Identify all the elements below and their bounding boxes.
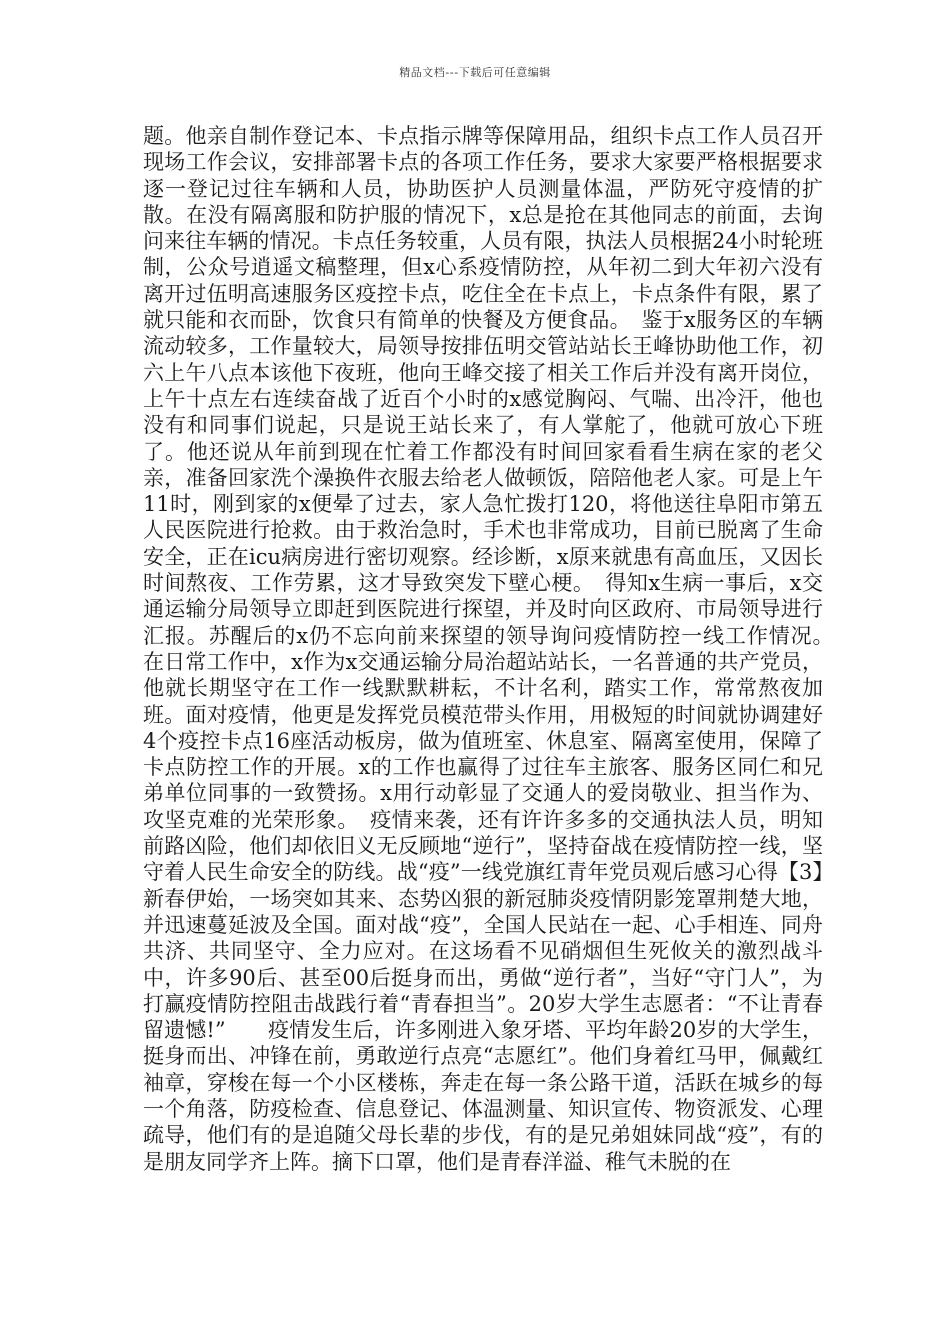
page-header: 精品文档---下载后可任意编辑 — [399, 66, 551, 79]
body-paragraph: 题。他亲自制作登记本、卡点指示牌等保障用品，组织卡点工作人员召开现场工作会议，安排部署卡点的各项工作任务，要求大家要严格根据要求逐一登记过往车辆和人员，协助医护人员测量体温，严防死守疫情的扩散。在没有隔离服和防护服的情况下，x总是抢在其他同志的前面，去询问来往车辆的情况。卡点任务较重，人员有限，执法人员根据24小时轮班制，公众号逍遥文稿整理，但x心系疫情防控，从年初二到大年初六没有离开过伍明高速服务区疫控卡点，吃住全在卡点上，卡点条件有限，累了就只能和衣而卧，饮食只有简单的快餐及方便食品。 鉴于x服务区的车辆流动较多，工作量较大，局领导按排伍明交管站站长王峰协助他工作，初六上午八点本该他下夜班，他向王峰交接了相关工作后并没有离开岗位，上午十点左右连续奋战了近百个小时的x感觉胸闷、气喘、出冷汗，他也没有和同事们说起，只是说王站长来了，有人掌舵了，他就可放心下班了。他还说从年前到现在忙着工作都没有时间回家看看生病在家的老父亲，准备回家洗个澡换件衣服去给老人做顿饭，陪陪他老人家。可是上午11时，刚到家的x便晕了过去，家人急忙拨打120，将他送往阜阳市第五人民医院进行抢救。由于救治急时，手术也非常成功，目前已脱离了生命安全，正在icu病房进行密切观察。经诊断，x原来就患有高血压，又因长时间熬夜、工作劳累，这才导致突发下壁心梗。 得知x生病一事后，x交通运输分局领导立即赶到医院进行探望，并及时向区政府、市局领导进行汇报。苏醒后的x仍不忘向前来探望的领导询问疫情防控一线工作情况。 在日常工作中，x作为x交通运输分局治超站站长，一名普通的共产党员，他就长期坚守在工作一线默默耕耘，不计名利，踏实工作，常常熬夜加班。面对疫情，他更是发挥党员模范带头作用，用极短的时间就协调建好4个疫控卡点16座活动板房，做为值班室、休息室、隔离室使用，保障了卡点防控工作的开展。x的工作也赢得了过往车主旅客、服务区同仁和兄弟单位同事的一致赞扬。x用行动彰显了交通人的爱岗敬业、担当作为、攻坚克难的光荣形象。 疫情来袭，还有许许多多的交通执法人员，明知前路凶险，他们却依旧义无反顾地“逆行”，坚持奋战在疫情防控一线，坚守着人民生命安全的防线。战“疫”一线党旗红青年党员观后感习心得【3】新春伊始，一场突如其来、态势凶狠的新冠肺炎疫情阴影笼罩荆楚大地，并迅速蔓延波及全国。面对战“疫”，全国人民站在一起、心手相连、同舟共济、共同坚守、全力应对。在这场看不见硝烟但生死攸关的激烈战斗中，许多90后、甚至00后挺身而出，勇做“逆行者”，当好“守门人”，为打赢疫情防控阻击战践行着“青春担当”。20岁大学生志愿者：“不让青春留遗憾!” 疫情发生后，许多刚进入象牙塔、平均年龄20岁的大学生，挺身而出、冲锋在前，勇敢逆行点亮“志愿红”。他们身着红马甲，佩戴红袖章，穿梭在每一个小区楼栋，奔走在每一条公路干道，活跃在城乡的每一个角落，防疫检查、信息登记、体温测量、知识宣传、物资派发、心理疏导，他们有的是追随父母长辈的步伐，有的是兄弟姐妹同战“疫”，有的是朋友同学齐上阵。摘下口罩，他们是青春洋溢、稚气未脱的在 — [143, 124, 844, 1174]
